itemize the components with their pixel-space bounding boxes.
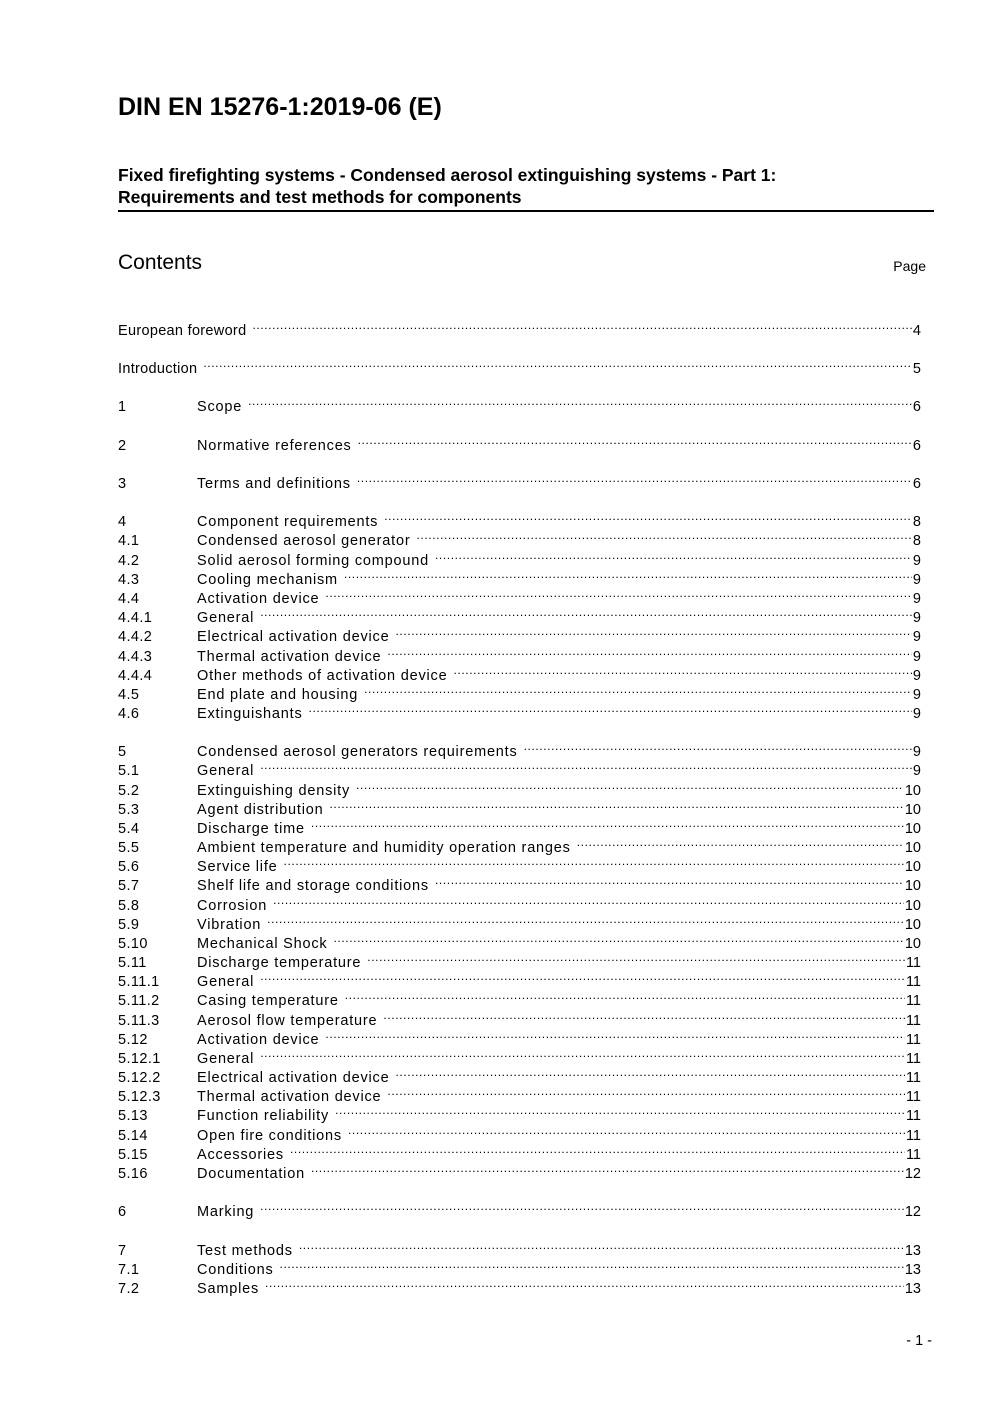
toc-entry-title: Terms and definitions: [197, 476, 351, 492]
toc-dot-leader: [203, 354, 912, 373]
toc-entry: [118, 1082, 921, 1105]
toc-entry-title: Electrical activation device: [197, 1070, 390, 1086]
toc-entry: [118, 1236, 921, 1259]
toc-entry: [118, 1255, 921, 1278]
toc-entry: [118, 1006, 921, 1029]
contents-heading: Contents: [118, 251, 203, 274]
toc-entry: [118, 776, 921, 799]
toc-entry-number: 3: [118, 476, 127, 492]
toc-entry: [118, 756, 921, 779]
toc-dot-leader: [252, 316, 911, 335]
toc-entry: [118, 1197, 921, 1220]
toc-entry-page: 10: [904, 859, 921, 875]
toc-entry-number: 5.12.2: [118, 1070, 161, 1086]
toc-entry: [118, 1044, 921, 1067]
toc-entry-title: Extinguishants: [197, 706, 303, 722]
toc-entry-title: Introduction: [118, 361, 198, 377]
toc-dot-leader: [364, 680, 912, 699]
toc-entry-page: 10: [904, 936, 921, 952]
toc-entry: [118, 1121, 921, 1144]
toc-entry: [118, 871, 921, 894]
toc-dot-leader: [329, 795, 903, 814]
toc-entry-page: 10: [904, 821, 921, 837]
toc-entry: [118, 546, 921, 569]
toc-entry-title: Casing temperature: [197, 993, 339, 1009]
toc-entry-page: 9: [912, 649, 921, 665]
toc-entry-page: 13: [904, 1262, 921, 1278]
toc-entry-number: 5.4: [118, 821, 140, 837]
toc-entry: [118, 642, 921, 665]
toc-entry-number: 5.5: [118, 840, 140, 856]
toc-dot-leader: [333, 929, 903, 948]
toc-entry: [118, 1159, 921, 1182]
toc-entry-page: 5: [912, 361, 921, 377]
toc-entry-title: General: [197, 1051, 255, 1067]
toc-entry-page: 9: [912, 668, 921, 684]
toc-dot-leader: [384, 507, 912, 526]
toc-entry-page: 9: [912, 744, 921, 760]
toc-entry-number: 4.2: [118, 553, 140, 569]
toc-entry-number: 5.1: [118, 763, 140, 779]
toc-entry: [118, 622, 921, 645]
toc-dot-leader: [311, 814, 904, 833]
toc-entry-title: Agent distribution: [197, 802, 324, 818]
toc-dot-leader: [260, 603, 912, 622]
toc-entry-number: 5.11: [118, 955, 147, 971]
toc-entry-page: 8: [912, 533, 921, 549]
toc-entry-page: 11: [905, 1089, 921, 1105]
toc-entry-number: 1: [118, 399, 127, 415]
toc-entry: [118, 814, 921, 837]
toc-entry-number: 7: [118, 1243, 127, 1259]
toc-entry-title: Conditions: [197, 1262, 274, 1278]
toc-entry-title: General: [197, 974, 255, 990]
toc-entry-title: Normative references: [197, 438, 352, 454]
toc-entry-number: 4.4.4: [118, 668, 153, 684]
document-title-line-2: Requirements and test methods for components: [118, 187, 522, 207]
toc-entry-page: 9: [912, 610, 921, 626]
toc-entry-number: 5.13: [118, 1108, 148, 1124]
toc-entry-page: 12: [904, 1166, 921, 1182]
toc-dot-leader: [395, 1063, 904, 1082]
toc-entry-number: 6: [118, 1204, 127, 1220]
toc-entry-title: Thermal activation device: [197, 649, 382, 665]
toc-entry-page: 10: [904, 878, 921, 894]
toc-entry-page: 10: [904, 783, 921, 799]
toc-entry-number: 5.9: [118, 917, 140, 933]
toc-entry-page: 11: [905, 974, 921, 990]
toc-entry: [118, 699, 921, 722]
toc-entry-number: 5.12.3: [118, 1089, 161, 1105]
toc-entry: [118, 603, 921, 626]
page-number: - 1 -: [906, 1333, 932, 1349]
toc-entry-title: Activation device: [197, 591, 320, 607]
document-id: DIN EN 15276-1:2019-06 (E): [118, 93, 442, 121]
toc-entry: [118, 737, 921, 760]
toc-dot-leader: [348, 1121, 905, 1140]
toc-entry-number: 5.11.1: [118, 974, 160, 990]
toc-entry-title: Condensed aerosol generator: [197, 533, 411, 549]
toc-entry-number: 4.4.3: [118, 649, 153, 665]
toc-entry: [118, 431, 921, 454]
toc-entry-page: 9: [912, 763, 921, 779]
toc-entry-page: 9: [912, 687, 921, 703]
toc-entry-title: Service life: [197, 859, 278, 875]
toc-entry-title: Scope: [197, 399, 243, 415]
toc-entry-title: Shelf life and storage conditions: [197, 878, 429, 894]
toc-entry-page: 6: [912, 399, 921, 415]
toc-entry-title: Ambient temperature and humidity operation ranges: [197, 840, 571, 856]
toc-entry-number: 5: [118, 744, 127, 760]
toc-entry: [118, 929, 921, 952]
toc-entry-page: 10: [904, 840, 921, 856]
toc-entry: [118, 680, 921, 703]
toc-entry-number: 5.3: [118, 802, 140, 818]
toc-entry-title: Discharge temperature: [197, 955, 362, 971]
toc-entry-number: 4: [118, 514, 127, 530]
toc-entry: [118, 392, 921, 415]
toc-entry-page: 11: [905, 1128, 921, 1144]
toc-dot-leader: [435, 546, 912, 565]
toc-entry-title: Component requirements: [197, 514, 379, 530]
toc-entry-number: 5.11.2: [118, 993, 160, 1009]
toc-entry-title: Vibration: [197, 917, 262, 933]
toc-dot-leader: [357, 469, 912, 488]
toc-dot-leader: [387, 642, 912, 661]
toc-entry-page: 9: [912, 706, 921, 722]
toc-entry: [118, 661, 921, 684]
toc-entry-title: End plate and housing: [197, 687, 359, 703]
toc-entry: [118, 354, 921, 377]
toc-entry-page: 13: [904, 1243, 921, 1259]
toc-entry-title: Cooling mechanism: [197, 572, 338, 588]
toc-dot-leader: [299, 1236, 904, 1255]
toc-entry-number: 5.7: [118, 878, 140, 894]
toc-dot-leader: [248, 392, 912, 411]
toc-dot-leader: [325, 1025, 905, 1044]
toc-dot-leader: [358, 431, 912, 450]
toc-entry-number: 5.2: [118, 783, 140, 799]
page-column-heading: Page: [893, 258, 926, 274]
toc-entry: [118, 1101, 921, 1124]
toc-entry-title: Other methods of activation device: [197, 668, 448, 684]
toc-entry: [118, 565, 921, 588]
toc-entry-title: Aerosol flow temperature: [197, 1013, 378, 1029]
toc-entry-number: 5.12.1: [118, 1051, 161, 1067]
toc-entry: [118, 526, 921, 549]
toc-entry: [118, 852, 921, 875]
toc-dot-leader: [416, 526, 911, 545]
toc-entry-page: 10: [904, 917, 921, 933]
toc-entry-page: 11: [905, 1070, 921, 1086]
toc-entry-title: Function reliability: [197, 1108, 330, 1124]
toc-dot-leader: [524, 737, 912, 756]
toc-dot-leader: [260, 1044, 905, 1063]
toc-dot-leader: [284, 852, 904, 871]
toc-entry-page: 8: [912, 514, 921, 530]
toc-dot-leader: [356, 776, 904, 795]
toc-dot-leader: [577, 833, 904, 852]
toc-entry-number: 5.15: [118, 1147, 148, 1163]
toc-dot-leader: [260, 1197, 904, 1216]
toc-entry-title: Corrosion: [197, 898, 268, 914]
toc-entry-page: 11: [905, 1108, 921, 1124]
toc-entry: [118, 967, 921, 990]
toc-entry-number: 4.1: [118, 533, 140, 549]
toc-entry-number: 5.8: [118, 898, 140, 914]
toc-entry-number: 4.4.2: [118, 629, 153, 645]
toc-dot-leader: [383, 1006, 905, 1025]
toc-dot-leader: [325, 584, 912, 603]
toc-entry-page: 9: [912, 572, 921, 588]
toc-entry: [118, 795, 921, 818]
toc-entry-page: 10: [904, 898, 921, 914]
toc-entry-number: 7.1: [118, 1262, 140, 1278]
toc-entry-title: Condensed aerosol generators requirements: [197, 744, 518, 760]
toc-entry-title: European foreword: [118, 323, 247, 339]
toc-entry-title: General: [197, 763, 255, 779]
toc-entry: [118, 584, 921, 607]
toc-entry-title: Samples: [197, 1281, 260, 1297]
toc-entry-title: Documentation: [197, 1166, 305, 1182]
toc-entry-number: 7.2: [118, 1281, 140, 1297]
toc-entry-page: 10: [904, 802, 921, 818]
toc-entry-number: 4.5: [118, 687, 140, 703]
toc-dot-leader: [267, 910, 904, 929]
toc-entry-number: 5.6: [118, 859, 140, 875]
toc-entry: [118, 316, 921, 339]
toc-entry: [118, 1063, 921, 1086]
toc-dot-leader: [387, 1082, 905, 1101]
toc-entry-title: General: [197, 610, 255, 626]
toc-entry-page: 11: [905, 1013, 921, 1029]
toc-dot-leader: [311, 1159, 904, 1178]
toc-entry-page: 11: [905, 1032, 921, 1048]
toc-entry-title: Marking: [197, 1204, 255, 1220]
toc-entry: [118, 1140, 921, 1163]
toc-entry-title: Mechanical Shock: [197, 936, 328, 952]
toc-entry: [118, 986, 921, 1009]
toc-entry: [118, 910, 921, 933]
toc-entry-number: 4.6: [118, 706, 140, 722]
toc-entry-page: 13: [904, 1281, 921, 1297]
toc-entry-number: 5.12: [118, 1032, 148, 1048]
toc-entry: [118, 1025, 921, 1048]
toc-dot-leader: [280, 1255, 904, 1274]
toc-entry-page: 6: [912, 438, 921, 454]
toc-entry-title: Activation device: [197, 1032, 320, 1048]
toc-entry-page: 12: [904, 1204, 921, 1220]
toc-dot-leader: [345, 986, 905, 1005]
toc-entry-page: 11: [905, 955, 921, 971]
toc-entry-page: 9: [912, 553, 921, 569]
toc-entry-page: 11: [905, 1051, 921, 1067]
toc-entry-page: 11: [905, 1147, 921, 1163]
toc-dot-leader: [344, 565, 912, 584]
toc-dot-leader: [273, 891, 904, 910]
toc-entry-number: 4.3: [118, 572, 140, 588]
toc-entry-number: 5.10: [118, 936, 148, 952]
toc-entry-title: Test methods: [197, 1243, 293, 1259]
toc-entry-page: 4: [912, 323, 921, 339]
toc-dot-leader: [367, 948, 905, 967]
toc-entry-title: Discharge time: [197, 821, 305, 837]
toc-entry-page: 6: [912, 476, 921, 492]
toc-dot-leader: [265, 1274, 904, 1293]
toc-entry-number: 5.16: [118, 1166, 148, 1182]
toc-entry: [118, 891, 921, 914]
toc-entry-title: Thermal activation device: [197, 1089, 382, 1105]
toc-entry: [118, 948, 921, 971]
toc-dot-leader: [453, 661, 911, 680]
toc-entry: [118, 469, 921, 492]
toc-dot-leader: [260, 967, 905, 986]
toc-entry-title: Solid aerosol forming compound: [197, 553, 429, 569]
toc-entry-number: 4.4.1: [118, 610, 153, 626]
document-title-line-1: Fixed firefighting systems - Condensed aerosol extinguishing systems - Part 1:: [118, 165, 777, 185]
toc-entry: [118, 507, 921, 530]
toc-entry: [118, 1274, 921, 1297]
toc-entry-page: 9: [912, 591, 921, 607]
toc-dot-leader: [260, 756, 912, 775]
toc-entry-number: 2: [118, 438, 127, 454]
toc-entry-page: 11: [905, 993, 921, 1009]
toc-entry-title: Accessories: [197, 1147, 284, 1163]
toc-entry-number: 5.14: [118, 1128, 148, 1144]
toc-entry: [118, 833, 921, 856]
toc-dot-leader: [309, 699, 912, 718]
toc-entry-number: 4.4: [118, 591, 140, 607]
toc-entry-title: Open fire conditions: [197, 1128, 342, 1144]
toc-entry-number: 5.11.3: [118, 1013, 160, 1029]
toc-dot-leader: [435, 871, 904, 890]
toc-entry-page: 9: [912, 629, 921, 645]
toc-entry-title: Electrical activation device: [197, 629, 390, 645]
toc-dot-leader: [395, 622, 911, 641]
toc-dot-leader: [290, 1140, 905, 1159]
toc-entry-title: Extinguishing density: [197, 783, 351, 799]
toc-dot-leader: [335, 1101, 905, 1120]
